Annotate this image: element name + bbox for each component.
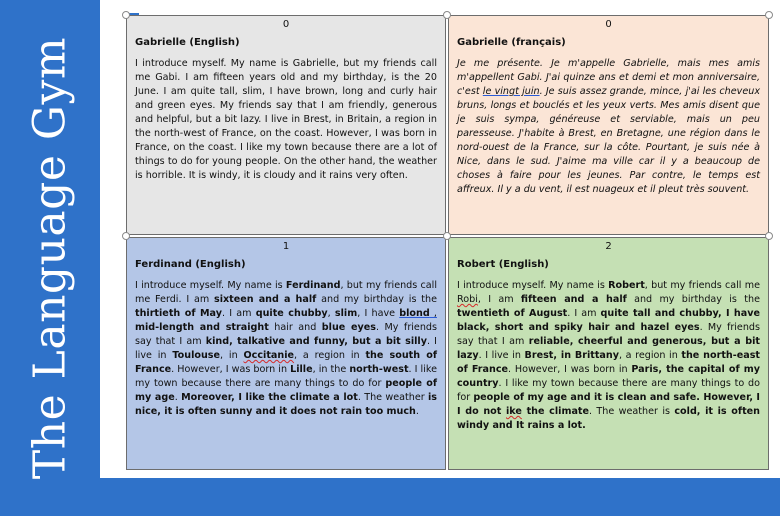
text-run: . I like my town because there are many things to do for xyxy=(457,378,760,403)
cell-title: Robert (English) xyxy=(457,259,549,270)
text-run-underlined: le vingt juin xyxy=(482,86,540,97)
text-run-bold: sixteen and a half xyxy=(214,294,317,305)
text-run: . I am xyxy=(567,308,601,319)
cell-number: 1 xyxy=(282,241,290,252)
text-run: . I live in xyxy=(478,350,525,361)
text-run-bold: the south of France xyxy=(135,350,437,375)
cell-number: 0 xyxy=(282,19,290,30)
text-run: . xyxy=(415,406,419,417)
text-run: . Je suis assez grande, mince, j'ai les cheveux bruns, longs et bouclés et les yeux verts. Mes amis disent que je suis sympa, généreuse et serviable, mais un peu paresseuse. J'habite à Brest, en Bretagne, une région dans le nord-ouest de la France, sur la côte. Pourtant, je suis née à Nice, dans le sud. J'aime ma ville car il y a beaucoup de choses à faire pour les jeunes. Par contre, le temps est affreux. Il y a du vent, il est nuageux et il pleut très souvent. xyxy=(457,86,761,195)
text-run-bold: the climate xyxy=(521,406,590,417)
text-run: . However, I was born in xyxy=(508,364,632,375)
sidebar xyxy=(0,0,100,516)
text-run-bold: mid-length and straight xyxy=(135,322,269,333)
text-run: . My friends say that I am xyxy=(457,322,761,347)
text-run-bold: blue eyes xyxy=(321,322,377,333)
text-run: hair and xyxy=(268,322,322,333)
resize-handle-icon[interactable] xyxy=(443,11,451,19)
text-run-bold: fifteen and a half xyxy=(520,294,627,305)
text-run-bold: Ferdinand xyxy=(285,280,341,291)
cell-number: 0 xyxy=(605,19,612,30)
text-table xyxy=(124,13,771,472)
text-run: I introduce myself. My name is xyxy=(135,280,286,291)
text-run-bold: Moreover, I like the climate a lot xyxy=(181,392,358,403)
text-run: . However, I was born in xyxy=(171,364,291,375)
cell-number: 2 xyxy=(605,241,612,252)
cell-text xyxy=(457,279,760,433)
text-run: , but my friends call me xyxy=(644,280,760,291)
cell-title: Gabrielle (français) xyxy=(457,37,566,48)
text-run: , xyxy=(327,308,335,319)
text-run-bold: Occitanie xyxy=(243,350,295,361)
text-run: , xyxy=(429,308,437,319)
text-run: . I like my town because there are many things to do for xyxy=(135,364,437,389)
text-run: , but my friends call me Ferdi. I am xyxy=(135,280,437,305)
resize-handle-icon[interactable] xyxy=(765,11,773,19)
text-run: , in xyxy=(220,350,244,361)
text-run: Robi xyxy=(457,294,478,305)
text-run-bold: reliable, cheerful and generous, but a bit lazy xyxy=(457,336,761,361)
text-run-bold: Paris, the capital of my country xyxy=(457,364,760,389)
text-run-bold: cold, it is often windy and It rains a lot. xyxy=(457,406,760,431)
text-run-bold: people of my age and it is clean and safe. However, I I do not xyxy=(457,392,760,417)
text-run: Je me présente. Je m'appelle Gabrielle, mais mes amis m'appellent Gabi. J'ai quinze ans et demi et mon anniversaire, c'est xyxy=(457,58,760,97)
text-run-bold: kind, talkative and funny, but a bit silly xyxy=(205,336,427,347)
text-run: , in the xyxy=(312,364,350,375)
text-run-bold: Toulouse xyxy=(172,350,220,361)
text-run: . I am xyxy=(221,308,256,319)
resize-handle-icon[interactable] xyxy=(122,232,130,240)
text-run-bold: ike xyxy=(506,406,522,417)
resize-handle-icon[interactable] xyxy=(765,232,773,240)
cell-text xyxy=(135,279,437,419)
text-run-bold: slim xyxy=(334,308,358,319)
text-run-bold: people of my age xyxy=(135,378,437,403)
cell-ferdinand-english[interactable] xyxy=(126,237,446,470)
text-run: , a region in xyxy=(618,350,682,361)
text-run: , I have xyxy=(357,308,400,319)
text-run: . The weather is xyxy=(589,406,675,417)
cell-gabrielle-english[interactable] xyxy=(126,15,446,235)
resize-handle-icon[interactable] xyxy=(122,11,130,19)
brand-title: The Language Gym xyxy=(24,36,76,480)
text-run-bold: thirtieth of May xyxy=(135,308,222,319)
cell-title: Ferdinand (English) xyxy=(135,259,246,270)
text-run: , a region in xyxy=(294,350,366,361)
text-run-bold: Brest, in Brittany xyxy=(524,350,619,361)
text-run: . My friends say that I am xyxy=(135,322,437,347)
text-run: . The weather xyxy=(357,392,428,403)
text-run-bold: Robert xyxy=(608,280,645,291)
text-run-bold: north-west xyxy=(349,364,409,375)
text-run-bold: is nice, it is often sunny and it does not rain too much xyxy=(135,392,437,417)
text-run-bold: Lille xyxy=(290,364,313,375)
resize-handle-icon[interactable] xyxy=(443,232,451,240)
text-run-bold: blond xyxy=(399,308,430,319)
text-run: , I am xyxy=(477,294,521,305)
text-run: . xyxy=(174,392,182,403)
text-run: . I live in xyxy=(135,336,437,361)
text-run-bold: quite chubby xyxy=(255,308,328,319)
text-run-bold: the north-east of France xyxy=(457,350,761,375)
cell-text xyxy=(457,57,760,197)
text-run: and my birthday is the xyxy=(626,294,760,305)
text-run: I introduce myself. My name is xyxy=(457,280,609,291)
cell-text: I introduce myself. My name is Gabrielle, but my friends call me Gabi. I am fifteen years old and my birthday, is the 20 June. I am quite tall, slim, I have brown, long and curly hair and green eyes. My friends say that I am friendly, generous and helpful, but a bit lazy. I live in Brest, in Britain, a region in the north-west of France, on the coast. However, I was born in France, on the coast. I like my town because there are a lot of things to do for young people. On the other hand, the weather is horrible. It is windy, it is cloudy and it rains very often. xyxy=(135,58,437,181)
text-run-bold: quite tall and chubby, I have black, short and spiky hair and hazel eyes xyxy=(457,308,760,333)
cell-robert-english[interactable] xyxy=(448,237,769,470)
cell-gabrielle-francais[interactable] xyxy=(448,15,769,235)
text-run-bold: twentieth of August xyxy=(457,308,568,319)
cell-title: Gabrielle (English) xyxy=(135,37,240,48)
text-run: and my birthday is the xyxy=(316,294,437,305)
bottom-bar xyxy=(100,478,780,516)
